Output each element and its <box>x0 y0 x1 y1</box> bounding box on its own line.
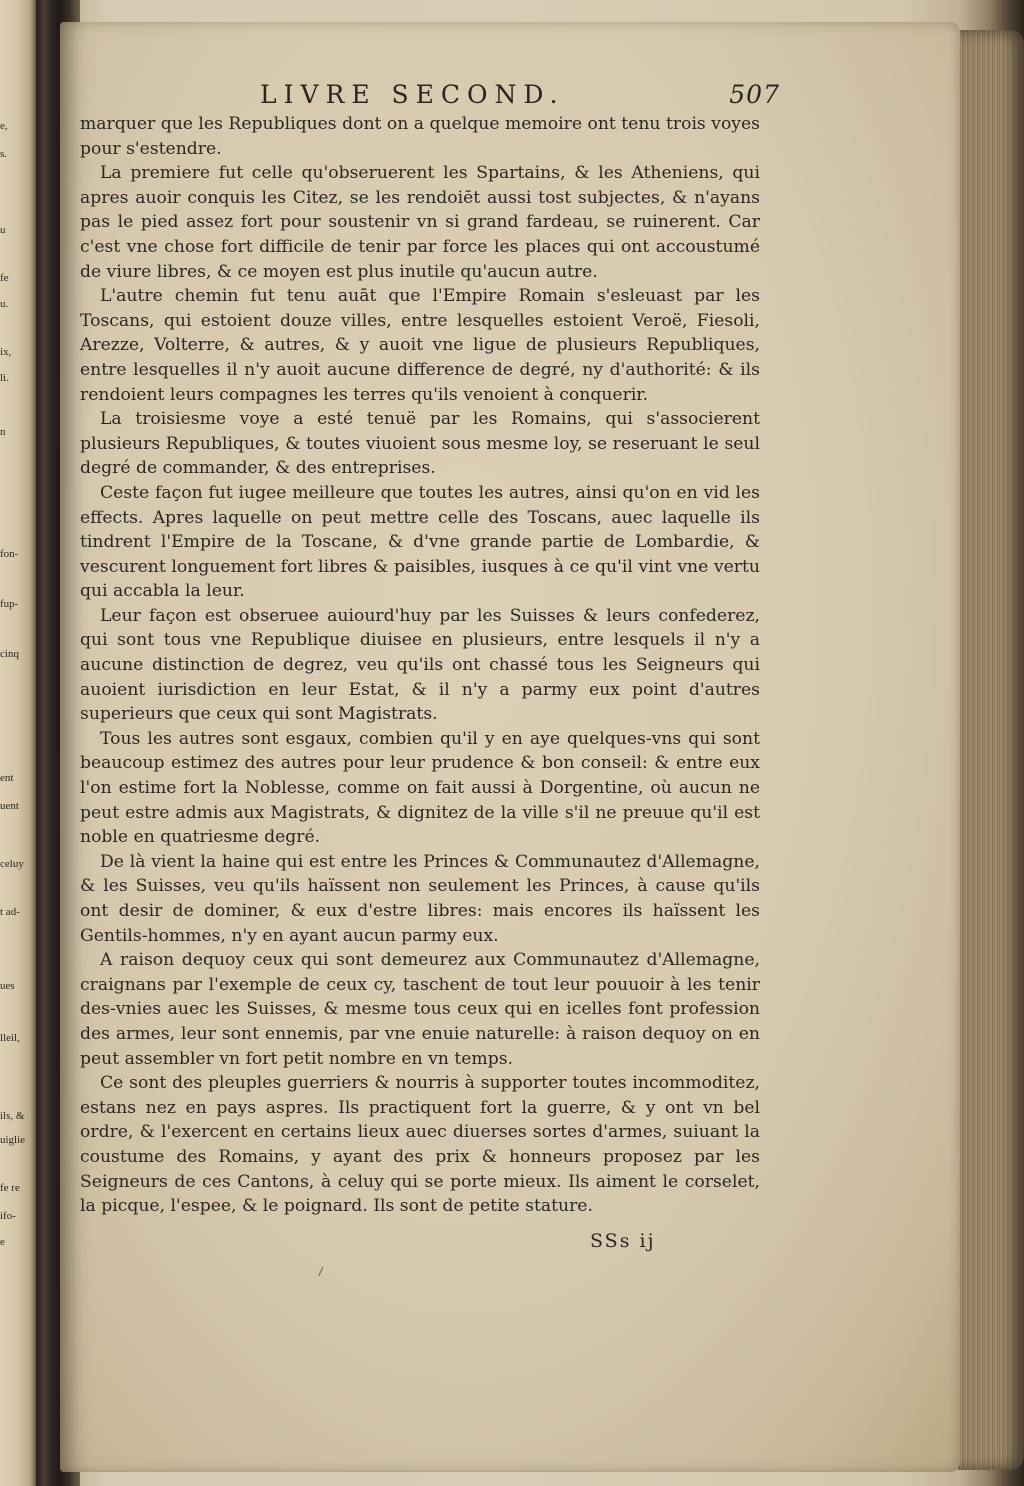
margin-fragment: e <box>0 1236 5 1248</box>
paragraph: Leur façon est obseruee auiourd'huy par les Suisses & leurs confederez, qui sont tous vne Republique diuisee en plusieurs, entre lesquels il n'y a aucune distinction de degrez, veu qu'ils ont chassé tous les Seigneurs qui auoient iurisdiction en leur Estat, & il n'y a parmy eux point d'autres superieurs que ceux qui sont Magistrats. <box>80 605 760 725</box>
margin-fragment: t ad- <box>0 906 20 918</box>
margin-fragment: ues <box>0 980 15 992</box>
margin-fragment: ifo- <box>0 1210 16 1222</box>
folio-number: 507 <box>729 80 780 109</box>
margin-fragment: ent <box>0 772 14 784</box>
paragraph: marquer que les Republiques dont on a quelque memoire ont tenu trois voyes pour s'estendre. <box>80 114 760 159</box>
margin-fragment: s. <box>0 148 8 160</box>
margin-fragment: lleil, <box>0 1032 20 1044</box>
paragraph: La troisiesme voye a esté tenuë par les Romains, qui s'associerent plusieurs Republiques, & toutes viuoient sous mesme loy, se reseruant le seul degré de commander, & des entreprises. <box>80 409 760 479</box>
body-text <box>80 112 760 1219</box>
paragraph: Tous les autres sont esgaux, combien qu'il y en aye quelques-vns qui sont beaucoup estimez des autres pour leur prudence & bon conseil: & entre eux l'on estime fort la Noblesse, comme on fait aussi à Dorgentine, où aucun ne peut estre admis aux Magistrats, & dignitez de la ville s'il ne preuue qu'il est noble en quatriesme degré. <box>80 728 760 848</box>
margin-fragment: cinq <box>0 648 19 660</box>
margin-fragment: ils, & <box>0 1110 25 1122</box>
running-header <box>260 80 780 110</box>
paragraph: L'autre chemin fut tenu auāt que l'Empire Romain s'esleuast par les Toscans, qui estoient douze villes, entre lesquelles estoient Veroë, Fiesoli, Arezze, Volterre, & autres, & y auoit vne ligue de plusieurs Republiques, entre lesquelles il n'y auoit aucune difference de degré, ny d'authorité: & ils rendoient leurs compagnes les terres qu'ils venoient à conquerir. <box>80 286 760 405</box>
margin-fragment: uiglie <box>0 1134 26 1146</box>
margin-fragment: celuy <box>0 858 24 870</box>
paragraph: Ce sont des pleuples guerriers & nourris à supporter toutes incommoditez, estans nez en pays aspres. Ils practiquent fort la guerre, & y ont vn bel ordre, & l'exercent en certains lieux auec diuerses sortes d'armes, suiuant la coustume des Romains, y ayant des prix & honneurs proposez par les Seigneurs de ces Cantons, à celuy qui se porte mieux. Ils aiment le corselet, la picque, l'espee, & le poignard. Ils sont de petite stature. <box>80 1073 760 1217</box>
paragraph: De là vient la haine qui est entre les Princes & Communautez d'Allemagne, & les Suisses, veu qu'ils haïssent non seulement les Princes, à cause qu'ils ont desir de dominer, & eux d'estre libres: mais encores ils haïssent les Gentils-hommes, n'y en ayant aucun parmy eux. <box>80 851 760 946</box>
margin-fragment: fup- <box>0 598 19 610</box>
margin-fragment: li. <box>0 372 9 384</box>
paragraph: A raison dequoy ceux qui sont demeurez aux Communautez d'Allemagne, craignans par l'exemple de ceux cy, taschent de tout leur pouuoir à les tenir des-vnies auec les Suisses, & mesme tous ceux qui en icelles font profession des armes, leur sont ennemis, par vne enuie naturelle: à raison dequoy on en peut assembler vn fort petit nombre en vn temps. <box>80 950 760 1069</box>
margin-fragment: u <box>0 224 6 236</box>
running-title: LIVRE SECOND. <box>260 80 565 109</box>
signature-mark: SSs ij <box>590 1230 656 1252</box>
paragraph: Ceste façon fut iugee meilleure que toutes les autres, ainsi qu'on en vid les effects. Apres laquelle on peut mettre celle des Toscans, auec laquelle ils tindrent l'Empire de la Toscane, & d'vne grande partie de Lombardie, & vescurent longuement fort libres & paisibles, iusques à ce qu'il vint vne vertu qui accabla la leur. <box>80 482 760 602</box>
margin-fragment: ix, <box>0 346 12 358</box>
margin-fragment: fe re <box>0 1182 20 1194</box>
paragraph: La premiere fut celle qu'obseruerent les Spartains, & les Atheniens, qui apres auoir conquis les Citez, se les rendoiēt aussi tost subjectes, & n'ayans pas le pied assez fort pour soustenir vn si grand fardeau, se ruinerent. Car c'est vne chose fort difficile de tenir par force les places qui ont accoustumé de viure libres, & ce moyen est plus inutile qu'aucun autre. <box>80 163 760 282</box>
margin-fragment: n <box>0 426 6 438</box>
margin-fragment: e, <box>0 120 8 132</box>
facing-page-edge <box>0 0 36 1486</box>
margin-fragment: u. <box>0 298 9 310</box>
margin-fragment: fon- <box>0 548 19 560</box>
page-fore-edge <box>958 30 1024 1470</box>
margin-fragment: fe <box>0 272 9 284</box>
margin-fragment: uent <box>0 800 19 812</box>
